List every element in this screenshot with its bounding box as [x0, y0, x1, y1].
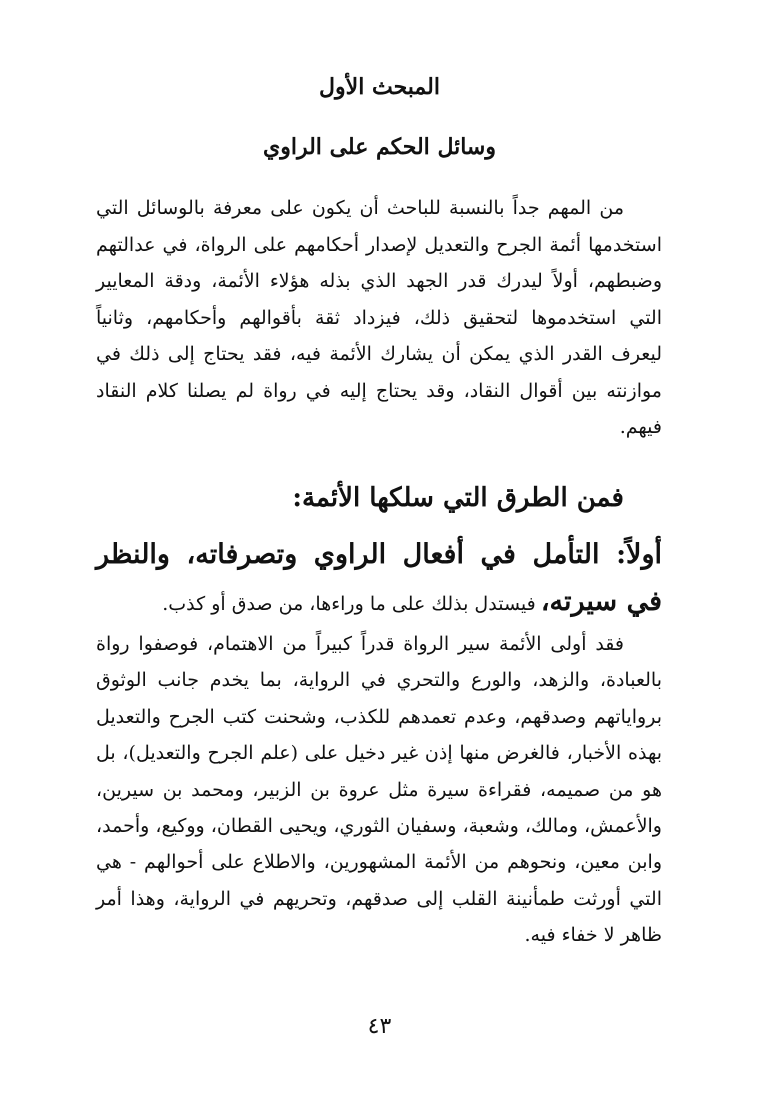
chapter-title: المبحث الأول	[319, 74, 440, 100]
intro-paragraph: من المهم جداً بالنسبة للباحث أن يكون على معرفة بالوسائل التي استخدمها أئمة الجرح والتعديل لإصدار أحكامهم على الرواة، في عدالتهم وضبطهم، أولاً ليدرك قدر الجهد الذي بذله هؤلاء الأئمة، ودقة المعايير التي استخدموها لتحقيق ذلك، فيزداد ثقة بأقوالهم وأحكامهم، وثانياً ليعرف القدر الذي يمكن أن يشارك الأئمة فيه، فقد يحتاج إلى ذلك في موازنته بين أقوال النقاد، وقد يحتاج إليه في رواة لم يصلنا كلام النقاد فيهم.	[96, 197, 662, 438]
section-title: وسائل الحكم على الراوي	[263, 134, 496, 160]
first-method-lead: أولاً: التأمل في أفعال الراوي وتصرفاته، والنظر في سيرته،	[96, 539, 662, 617]
first-method-tail: فيستدل بذلك على ما وراءها، من صدق أو كذب.	[162, 593, 536, 615]
first-method	[96, 533, 662, 627]
methods-heading: فمن الطرق التي سلكها الأئمة:	[292, 483, 624, 513]
page-number: ٤٣	[367, 1014, 392, 1039]
body-paragraph: فقد أولى الأئمة سير الرواة قدراً كبيراً من الاهتمام، فوصفوا رواة بالعبادة، والزهد، والورع والتحري في الرواية، بما يخدم جانب الوثوق برواياتهم وصدقهم، وعدم تعمدهم للكذب، وشحنت كتب الجرح والتعديل بهذه الأخبار، فالغرض منها إذن غير دخيل على (علم الجرح والتعديل)، بل هو من صميمه، فقراءة سيرة مثل عروة بن الزبير، ومحمد بن سيرين، والأعمش، ومالك، وشعبة، وسفيان الثوري، ويحيى القطان، ووكيع، وأحمد، وابن معين، ونحوهم من الأئمة المشهورين، والاطلاع على أحوالهم - هي التي أورثت طمأنينة القلب إلى صدقهم، وتحريهم في الرواية، وهذا أمر ظاهر لا خفاء فيه.	[96, 633, 662, 947]
